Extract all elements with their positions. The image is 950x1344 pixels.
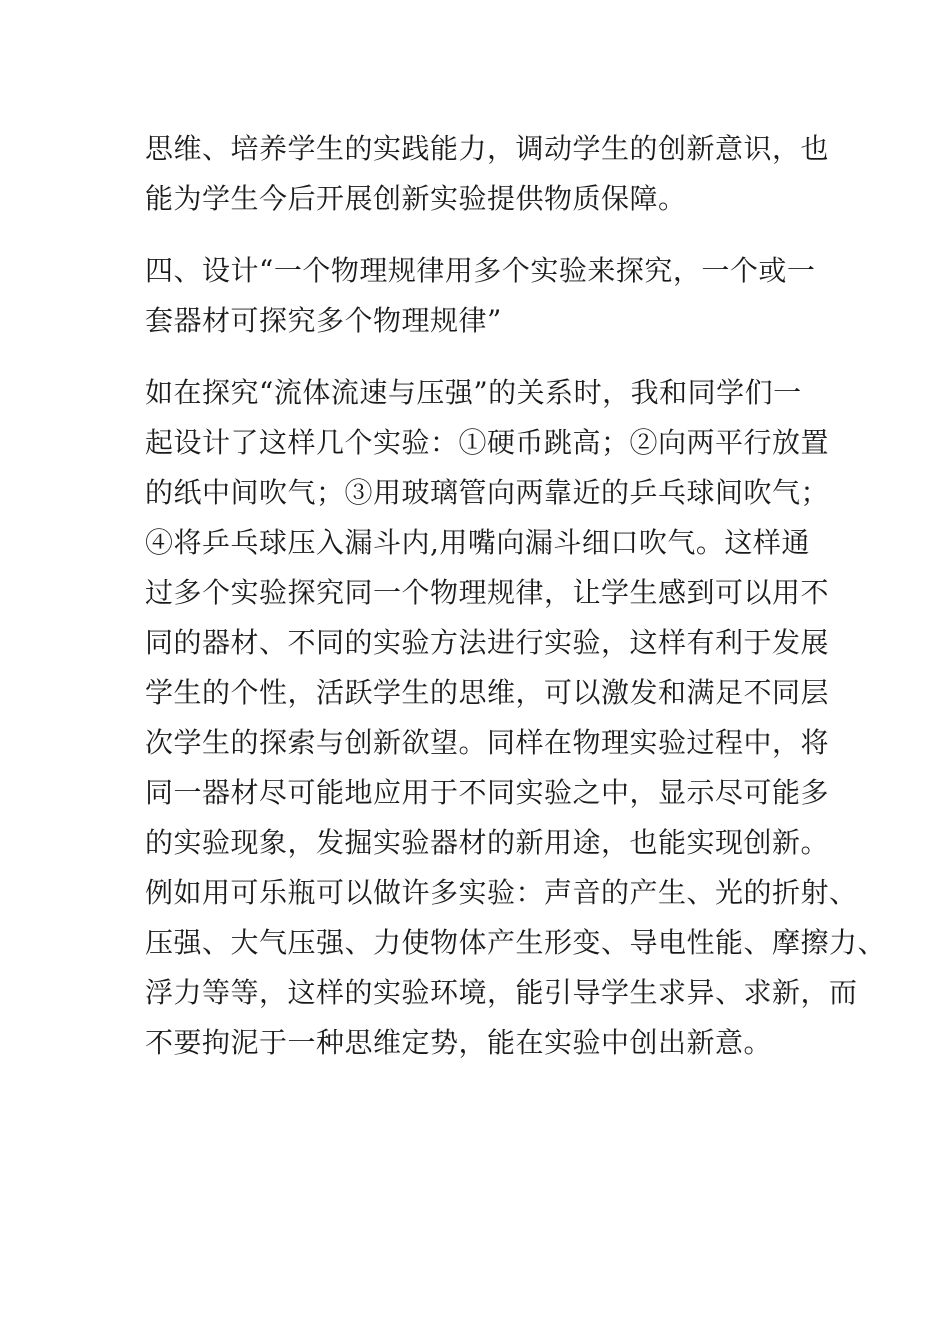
text-line-4: 起设计了这样几个实验：①硬币跳高；②向两平行放置 bbox=[145, 426, 830, 459]
text-line-2: 能为学生今后开展创新实验提供物质保障。 bbox=[145, 182, 687, 215]
text-line-12: 的实验现象，发掘实验器材的新用途，也能实现创新。 bbox=[145, 826, 830, 859]
text-line-9: 学生的个性，活跃学生的思维，可以激发和满足不同层 bbox=[145, 676, 830, 709]
text-line-5: 的纸中间吹气；③用玻璃管向两靠近的乒乓球间吹气； bbox=[145, 476, 830, 509]
section-heading-line-2: 套器材可探究多个物理规律” bbox=[145, 304, 502, 337]
text-line-14: 压强、大气压强、力使物体产生形变、导电性能、摩擦力、 bbox=[145, 926, 887, 959]
text-line-13: 例如用可乐瓶可以做许多实验：声音的产生、光的折射、 bbox=[145, 876, 858, 909]
text-line-7: 过多个实验探究同一个物理规律，让学生感到可以用不 bbox=[145, 576, 830, 609]
text-line-3: 如在探究“流体流速与压强”的关系时，我和同学们一 bbox=[145, 376, 802, 409]
text-line-1: 思维、培养学生的实践能力，调动学生的创新意识，也 bbox=[145, 132, 830, 165]
text-line-15: 浮力等等，这样的实验环境，能引导学生求异、求新，而 bbox=[145, 976, 858, 1009]
text-line-16: 不要拘泥于一种思维定势，能在实验中创出新意。 bbox=[145, 1026, 773, 1059]
section-heading-line-1: 四、设计“一个物理规律用多个实验来探究，一个或一 bbox=[145, 254, 816, 287]
text-line-11: 同一器材尽可能地应用于不同实验之中，显示尽可能多 bbox=[145, 776, 830, 809]
text-line-8: 同的器材、不同的实验方法进行实验，这样有利于发展 bbox=[145, 626, 830, 659]
text-line-10: 次学生的探索与创新欲望。同样在物理实验过程中，将 bbox=[145, 726, 830, 759]
text-line-6: ④将乒乓球压入漏斗内,用嘴向漏斗细口吹气。这样通 bbox=[145, 526, 810, 559]
